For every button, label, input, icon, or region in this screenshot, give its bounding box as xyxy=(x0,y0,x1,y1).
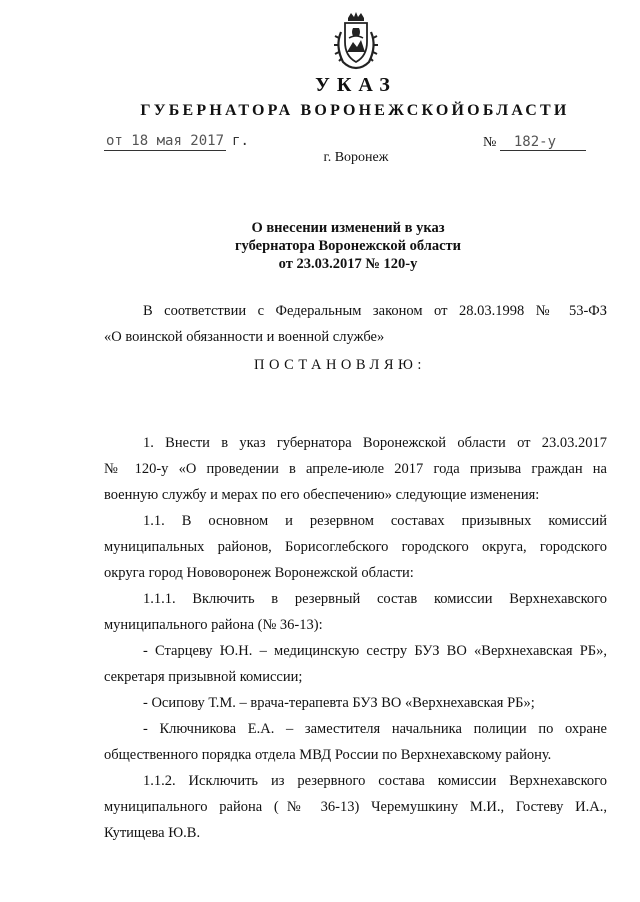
paragraph-line: муниципального района (№ 36-13): xyxy=(104,617,323,633)
list-item xyxy=(104,690,607,716)
subject-line: от 23.03.2017 № 120-у xyxy=(278,256,418,272)
subject-line: О внесении изменений в указ xyxy=(251,220,445,236)
number-sign: № xyxy=(483,135,497,150)
paragraph-line: Кутищева Ю.В. xyxy=(104,825,201,841)
paragraph-line: 1.1.2. Исключить из резервного состава комиссии Верхнехавского xyxy=(143,773,607,789)
paragraph-1 xyxy=(104,430,607,508)
decree-date xyxy=(104,133,249,151)
decree-word: ПОСТАНОВЛЯЮ: xyxy=(254,357,426,373)
date-suffix: г. xyxy=(232,133,249,149)
paragraph-line: военную службу и мерах по его обеспечению» следующие изменения: xyxy=(104,487,540,503)
city: г. Воронеж xyxy=(323,150,389,165)
paragraph-line: общественного порядка отдела МВД России по Верхнехавскому району. xyxy=(104,747,552,763)
subject-line: губернатора Воронежской области xyxy=(234,238,462,254)
list-item xyxy=(104,716,607,768)
number-value: 182-у xyxy=(500,134,586,151)
coat-of-arms-icon xyxy=(331,12,381,70)
paragraph-line: 1. Внести в указ губернатора Воронежской области от 23.03.2017 xyxy=(143,435,607,451)
paragraph-1-1-1 xyxy=(104,586,607,638)
document-subtitle: ГУБЕРНАТОРА ВОРОНЕЖСКОЙОБЛАСТИ xyxy=(140,102,570,119)
paragraph-1-1-2 xyxy=(104,768,607,846)
decree-body xyxy=(104,430,607,846)
preamble xyxy=(104,298,607,350)
paragraph-line: секретаря призывной комиссии; xyxy=(104,669,303,685)
preamble-line: В соответствии с Федеральным законом от 28.03.1998 № 53-ФЗ xyxy=(143,303,607,319)
paragraph-line: - Ключникова Е.А. – заместителя начальника полиции по охране xyxy=(143,721,607,737)
paragraph-line: - Осипову Т.М. – врача-терапевта БУЗ ВО «Верхнехавская РБ»; xyxy=(143,695,535,711)
list-item xyxy=(104,638,607,690)
preamble-line: «О воинской обязанности и военной службе» xyxy=(104,329,385,345)
date-field xyxy=(104,133,226,151)
paragraph-line: № 120-у «О проведении в апреле-июле 2017 года призыва граждан на xyxy=(104,461,607,477)
document-title: УКАЗ xyxy=(315,74,397,96)
paragraph-line: муниципальных районов, Борисоглебского городского округа, городского xyxy=(104,539,607,555)
paragraph-1-1 xyxy=(104,508,607,586)
paragraph-line: муниципального района (№ 36-13) Черемушкину М.И., Гостеву И.А., xyxy=(104,799,607,815)
date-prefix: от xyxy=(106,133,123,149)
paragraph-line: - Старцеву Ю.Н. – медицинскую сестру БУЗ ВО «Верхнехавская РБ», xyxy=(143,643,607,659)
decree-number xyxy=(483,134,586,151)
paragraph-line: 1.1.1. Включить в резервный состав комиссии Верхнехавского xyxy=(143,591,607,607)
paragraph-line: 1.1. В основном и резервном составах призывных комиссий xyxy=(143,513,607,529)
date-value: 18 мая 2017 xyxy=(131,133,225,149)
decree-subject xyxy=(0,219,640,273)
paragraph-line: округа город Нововоронеж Воронежской области: xyxy=(104,565,414,581)
